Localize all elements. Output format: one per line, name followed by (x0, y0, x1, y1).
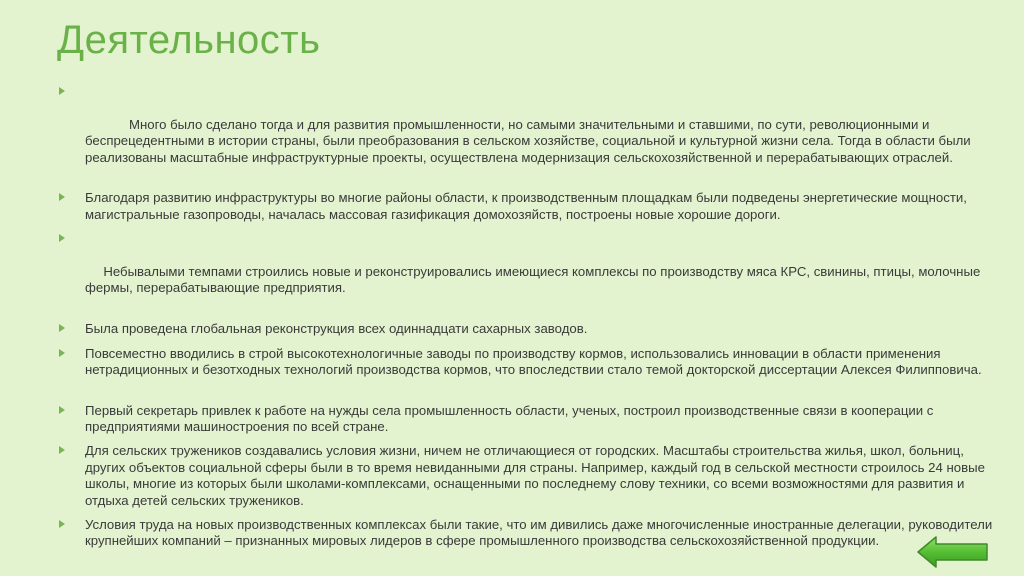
item-text: Для сельских тружеников создавались условия жизни, ничем не отличающиеся от городских. Масштабы строительства жилья, школ, больниц, других объектов социальной сферы были в то время невиданными для страны. Например, каждый год в сельской местности строилось 24 новые школы, многие из которых были школами-комплексами, оснащенными по последнему слову техники, со всеми возможностями для развития и отдыха детей сельских тружеников. (85, 443, 985, 508)
list-item (57, 443, 1007, 509)
item-text: Повсеместно вводились в строй высокотехнологичные заводы по производству кормов, использовались инновации в области применения нетрадиционных и безотходных технологий производства кормов, что впоследствии стало темой докторской диссертации Алексея Филипповича. (85, 345, 982, 378)
bullet-icon (59, 193, 65, 201)
bullet-icon (59, 87, 65, 95)
bullet-icon (59, 446, 65, 454)
bullet-list (57, 84, 1007, 550)
list-item (57, 346, 1007, 379)
item-text: Много было сделано тогда и для развития промышленности, но самыми значительными и ставшими, по сути, революционными и беспрецедентными в истории страны, были преобразования в сельском хозяйстве, социальной и культурной жизни села. Тогда в области были реализованы масштабные инфраструктурные проекты, осуществлена модернизация сельскохозяйственной и перерабатывающих отраслей. (85, 116, 975, 165)
list-item (57, 517, 1007, 550)
item-text: Условия труда на новых производственных комплексах были такие, что им дивились даже многочисленные иностранные делегации, руководители крупнейших компаний – признанных мировых лидеров в сфере промышленного производства сельскохозяйственной продукции. (85, 516, 993, 549)
item-text: Небывалыми темпами строились новые и реконструировались имеющиеся комплексы по производству мяса КРС, свинины, птицы, молочные фермы, перерабатывающие предприятия. (85, 264, 984, 296)
slide-title: Деятельность (57, 18, 321, 62)
bullet-icon (59, 234, 65, 242)
item-text: Первый секретарь привлек к работе на нужды села промышленность области, ученых, построил производственные связи в кооперации с предприятиями машиностроения по всей стране. (85, 402, 934, 434)
item-text: Благодаря развитию инфраструктуры во многие районы области, к производственным площадкам были подведены энергетические мощности, магистральные газопроводы, началась массовая газификация домохозяйств, построены новые хорошие дороги. (85, 190, 967, 222)
bullet-icon (59, 406, 65, 414)
bullet-icon (59, 349, 65, 357)
item-text: Была проведена глобальная реконструкция всех одиннадцати сахарных заводов. (85, 321, 588, 337)
left-arrow-icon (916, 535, 990, 569)
back-arrow-button[interactable] (916, 535, 990, 574)
list-item (57, 231, 1007, 313)
list-item (57, 84, 1007, 182)
bullet-icon (59, 520, 65, 528)
list-item (57, 321, 1007, 337)
list-item (57, 190, 1007, 223)
list-item (57, 403, 1007, 436)
bullet-icon (59, 324, 65, 332)
